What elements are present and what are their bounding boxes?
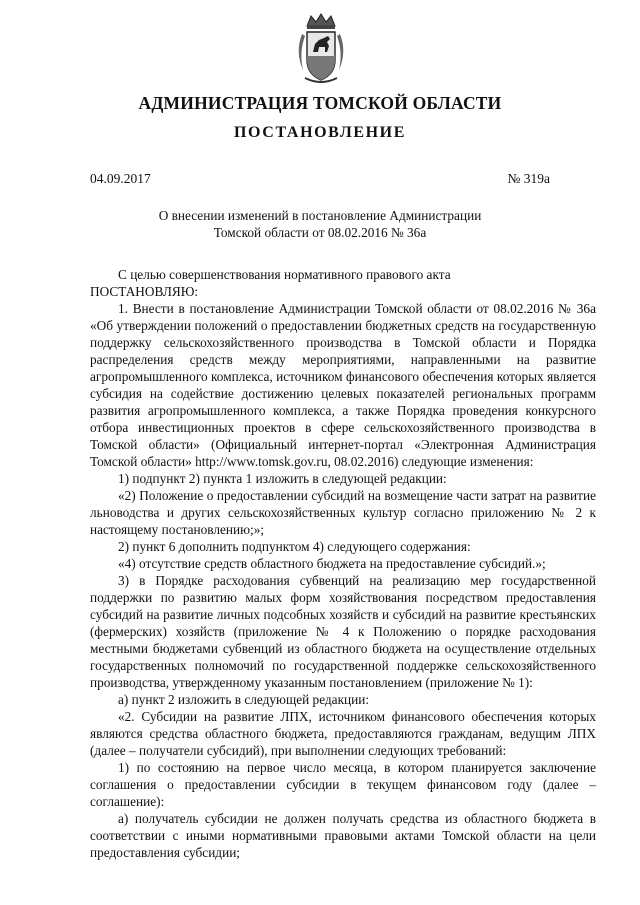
paragraph: «2) Положение о предоставлении субсидий на возмещение части затрат на развитие льноводства и других сельскохозяйственных культур согласно приложению № 2 к настоящему постановлению;»; — [90, 488, 596, 537]
paragraph: 2) пункт 6 дополнить подпунктом 4) следующего содержания: — [118, 539, 471, 554]
intro-paragraph: С целью совершенствования нормативного правового акта — [118, 267, 451, 282]
document-body — [90, 266, 596, 861]
paragraph: а) получатель субсидии не должен получать средства из областного бюджета в соответствии с иными нормативными правовыми актами Томской области на цели предоставления субсидии; — [90, 811, 596, 860]
paragraph: 3) в Порядке расходования субвенций на реализацию мер государственной поддержки по развитию малых форм хозяйствования посредством предоставления субсидий на развитие личных подсобных хозяйств и субсидий на развитие крестьянских (фермерских) хозяйств (приложение № 4 к Положению о порядке расходования местными бюджетами субвенций из областного бюджета на осуществление отдельных государственных полномочий по государственной поддержке сельскохозяйственного производства, утвержденному указанным постановлением (приложение № 1): — [90, 573, 596, 690]
subject-line-2: Томской области от 08.02.2016 № 36а — [213, 225, 427, 240]
paragraph: 1) подпункт 2) пункта 1 изложить в следующей редакции: — [118, 471, 447, 486]
resolution-word: ПОСТАНОВЛЯЮ: — [90, 284, 199, 299]
paragraph: «2. Субсидии на развитие ЛПХ, источником финансового обеспечения которых являются средства областного бюджета, предоставляются гражданам, ведущим ЛПХ (далее – получатели субсидий), при выполнении следующих требований: — [90, 709, 596, 758]
document-type: ПОСТАНОВЛЕНИЕ — [234, 124, 406, 141]
paragraph: а) пункт 2 изложить в следующей редакции: — [118, 692, 370, 707]
subject-line-1: О внесении изменений в постановление Администрации — [158, 208, 482, 223]
document-date: 04.09.2017 — [90, 171, 151, 186]
tomsk-coat-of-arms-icon — [293, 12, 349, 86]
document-subject — [0, 207, 640, 241]
paragraph: 1. Внести в постановление Администрации Томской области от 08.02.2016 № 36а «Об утверждении положений о предоставлении бюджетных средств на государственную поддержку сельскохозяйственного производства в Томской области и Порядка распределения средств между мероприятиями, направленными на развитие агропромышленного комплекса, источником финансового обеспечения которых является субсидия на содействие достижению целевых показателей региональных программ развития агропромышленного комплекса, а также Порядка проведения конкурсного отбора инвестиционных проектов в сфере сельскохозяйственного производства в Томской области» (Официальный интернет-портал «Электронная Администрация Томской области» http://www.tomsk.gov.ru, 08.02.2016) следующие изменения: — [90, 301, 596, 469]
document-number: № 319а — [507, 171, 550, 186]
organization-title: АДМИНИСТРАЦИЯ ТОМСКОЙ ОБЛАСТИ — [138, 93, 502, 113]
paragraph: «4) отсутствие средств областного бюджета на предоставление субсидий.»; — [118, 556, 546, 571]
paragraph: 1) по состоянию на первое число месяца, в котором планируется заключение соглашения о предоставлении субсидии в текущем финансовом году (далее – соглашение): — [90, 760, 596, 809]
